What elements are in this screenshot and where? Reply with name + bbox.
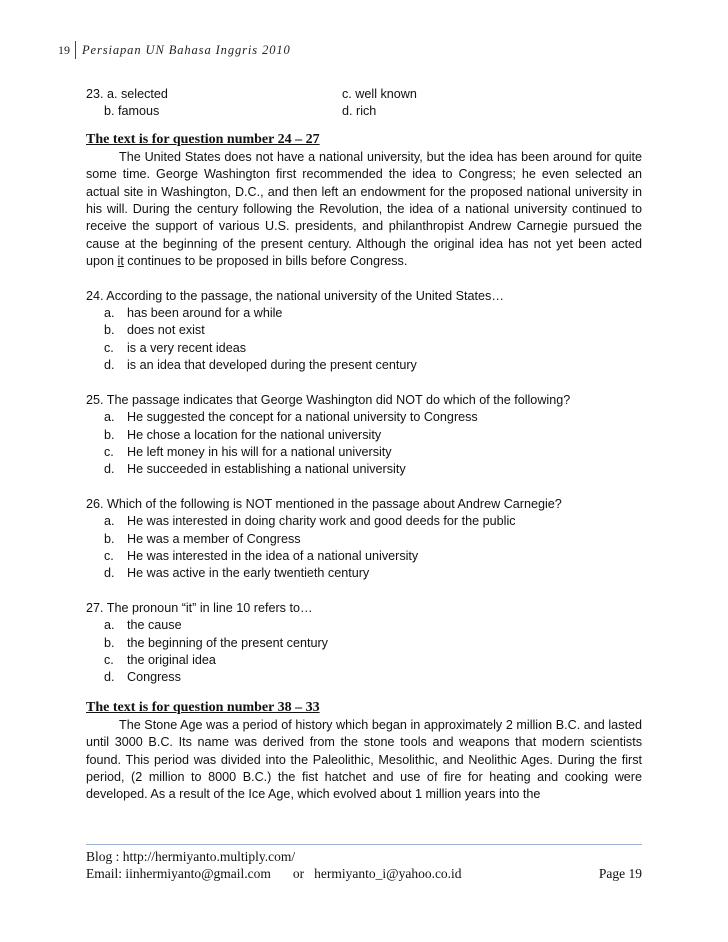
footer-page-number: Page 19: [598, 866, 642, 881]
question-stem: 27. The pronoun “it” in line 10 refers to…: [86, 600, 313, 615]
passage-1-underlined-word: it: [117, 254, 124, 269]
header-page-number: 19: [58, 42, 70, 57]
q23-option-c: c. well known: [342, 87, 417, 101]
reading-passage-1: [86, 149, 642, 271]
q23-option-d: d. rich: [342, 104, 377, 119]
footer-or: or: [292, 866, 305, 881]
section-title-24-27: The text is for question number 24 – 27: [86, 131, 320, 147]
question-25: [86, 392, 642, 479]
option-d: d. Congress: [104, 670, 181, 685]
question-26: [86, 496, 642, 583]
question-stem: 25. The passage indicates that George Washington did NOT do which of the following?: [86, 392, 571, 407]
reading-passage-2: [86, 717, 642, 804]
option-c: c. the original idea: [104, 652, 216, 667]
passage-2-text: The Stone Age was a period of history which began in approximately 2 million B.C. and lasted until 3000 B.C. Its name was derived from the stone tools and weapons that modern scientists found. This period was divided into the Paleolithic, Mesolithic, and Neolithic Ages. During the first period, (2 million to 8000 B.C.) the fist hatchet and use of fire for heating and cooking were developed. As a result of the Ice Age, which evolved about 1 million years into the: [86, 717, 642, 802]
q23-option-b: b. famous: [104, 104, 160, 119]
passage-1-text-end: continues to be proposed in bills before Congress.: [123, 254, 408, 269]
page-footer: [86, 848, 642, 882]
option-c: c. He was interested in the idea of a national university: [104, 548, 419, 563]
header-title: Persiapan UN Bahasa Inggris 2010: [82, 42, 291, 57]
question-stem: 24. According to the passage, the national university of the United States…: [86, 288, 504, 303]
question-23-options: [86, 86, 642, 121]
header-divider: [75, 41, 76, 59]
option-a: a. He was interested in doing charity work and good deeds for the public: [104, 514, 516, 529]
section-title-38-33: The text is for question number 38 – 33: [86, 699, 320, 715]
option-b: b. He chose a location for the national university: [104, 427, 382, 442]
option-d: d. He was active in the early twentieth century: [104, 566, 370, 581]
option-d: d. is an idea that developed during the present century: [104, 358, 417, 373]
page-content: [86, 86, 642, 804]
q23-option-a: 23. a. selected: [86, 87, 168, 101]
footer-email: Email: iinhermiyanto@gmail.com: [86, 866, 271, 881]
option-c: c. He left money in his will for a national university: [104, 444, 392, 459]
passage-1-text: The United States does not have a national university, but the idea has been around for quite some time. George Washington first recommended the idea to Congress; he even selected an actual site in Washington, D.C., and then left an endowment for the proposed national university in his will. During the century following the Revolution, the idea of a national university continued to receive the support of various U.S. presidents, and philanthropist Andrew Carnegie pursued the cause at the beginning of the present century. Although the original idea has not yet been acted upon: [86, 149, 642, 269]
option-c: c. is a very recent ideas: [104, 340, 246, 355]
question-27: [86, 600, 642, 687]
question-stem: 26. Which of the following is NOT mentioned in the passage about Andrew Carnegie?: [86, 496, 562, 511]
footer-divider: [86, 844, 642, 845]
option-d: d. He succeeded in establishing a national university: [104, 462, 406, 477]
option-b: b. does not exist: [104, 323, 205, 338]
option-a: a. He suggested the concept for a national university to Congress: [104, 410, 478, 425]
option-a: a. has been around for a while: [104, 306, 283, 321]
option-a: a. the cause: [104, 618, 182, 633]
footer-blog: Blog : http://hermiyanto.multiply.com/: [86, 849, 296, 864]
footer-email-2: hermiyanto_i@yahoo.co.id: [314, 866, 462, 881]
option-b: b. the beginning of the present century: [104, 635, 328, 650]
page-header: [58, 40, 291, 60]
question-24: [86, 288, 642, 375]
option-b: b. He was a member of Congress: [104, 531, 301, 546]
